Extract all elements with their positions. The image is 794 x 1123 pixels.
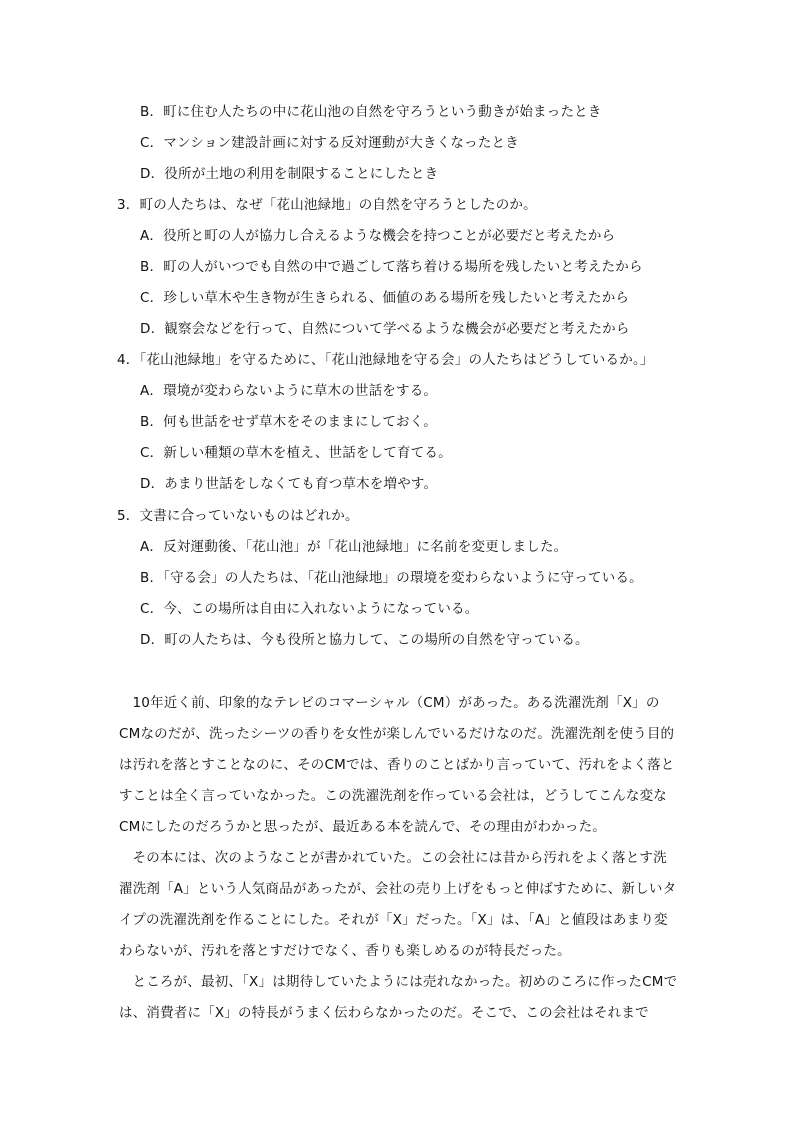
q3-option-c: C．珍しい草木や生き物が生きられる、価値のある場所を残したいと考えたから — [140, 290, 630, 306]
q4-option-a: A．環境が変わらないように草木の世話をする。 — [140, 383, 438, 399]
passage-paragraph-2: その本には、次のようなことが書かれていた。この会社には昔から汚れをよく落とす洗濯洗剤「A」という人気商品があったが、会社の売り上げをもっと伸ばすために、新しいタイプの洗濯洗剤を作ることにした。それが「X」だった。「X」は、「A」と値段はあまり変わらないが、汚れを落とすだけでなく、香りも楽しめるのが特長だった。 — [119, 850, 677, 959]
q5-option-d: D．町の人たちは、今も役所と協力して、この場所の自然を守っている。 — [140, 632, 589, 648]
q2-option-c: C．マンション建設計画に対する反対運動が大きくなったとき — [140, 135, 519, 151]
q4-option-c: C．新しい種類の草木を植え、世話をして育てる。 — [140, 445, 452, 461]
q2-option-b: B．町に住む人たちの中に花山池の自然を守ろうという動きが始まったとき — [140, 104, 602, 120]
q4-stem: 4．「花山池緑地」を守るために、「花山池緑地を守る会」の人たちはどうしているか。」 — [117, 352, 654, 368]
passage-paragraph-3: ところが、最初、「X」は期待していたようには売れなかった。初めのころに作ったCMでは、消費者に「X」の特長がうまく伝わらなかったのだ。そこで、この会社はそれまで — [119, 974, 678, 1021]
q5-option-a: A．反対運動後、「花山池」が「花山池緑地」に名前を変更しました。 — [140, 539, 568, 555]
q3-option-d: D．観察会などを行って、自然について学べるような機会が必要だと考えたから — [140, 321, 630, 337]
q2-option-d: D．役所が土地の利用を制限することにしたとき — [140, 166, 439, 182]
q4-option-b: B．何も世話をせず草木をそのままにしておく。 — [140, 414, 437, 430]
q4-option-d: D．あまり世話をしなくても育つ草木を増やす。 — [140, 476, 438, 492]
q3-stem: 3．町の人たちは、なぜ「花山池緑地」の自然を守ろうとしたのか。 — [117, 197, 537, 213]
q3-option-b: B．町の人がいつでも自然の中で過ごして落ち着ける場所を残したいと考えたから — [140, 259, 643, 275]
passage-paragraph-1: 10年近く前、印象的なテレビのコマーシャル（CM）があった。ある洗濯洗剤「X」のCMなのだが、洗ったシーツの香りを女性が楽しんでいるだけなのだ。洗濯洗剤を使う目的は汚れを落とすことなのに、そのCMでは、香りのことばかり言っていて、汚れをよく落とすことは全く言っていなかった。この洗濯洗剤を作っている会社は，どうしてこんな変なCMにしたのだろうかと思ったが、最近ある本を読んで、その理由がわかった。 — [119, 695, 675, 835]
reading-passage — [119, 688, 679, 1029]
q5-option-b: B．「守る会」の人たちは、「花山池緑地」の環境を変わらないように守っている。 — [140, 570, 643, 586]
q3-option-a: A．役所と町の人が協力し合えるような機会を持つことが必要だと考えたから — [140, 228, 616, 244]
q5-option-c: C．今、この場所は自由に入れないようになっている。 — [140, 601, 479, 617]
q5-stem: 5．文書に合っていないものはどれか。 — [117, 508, 359, 524]
